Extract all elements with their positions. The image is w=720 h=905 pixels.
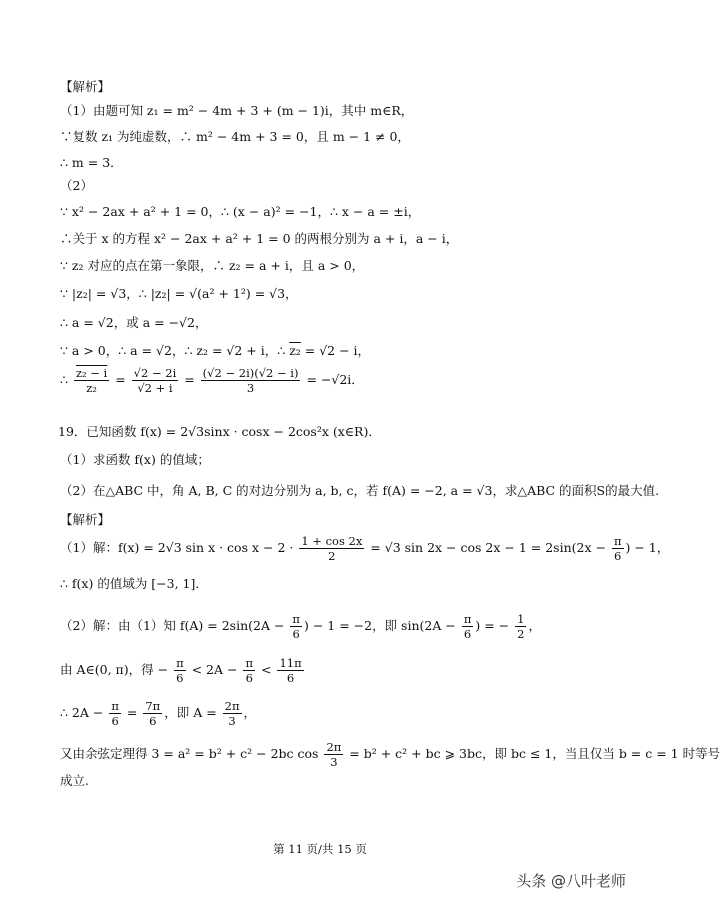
denominator: 6 (292, 627, 300, 641)
fraction (201, 366, 301, 395)
numerator: 11π (279, 656, 302, 670)
numerator: z₂ − i (75, 366, 108, 380)
fraction (515, 612, 526, 641)
denominator: 2 (517, 627, 525, 641)
denominator: 6 (614, 549, 622, 563)
fraction (223, 699, 242, 728)
numerator: π (111, 699, 119, 713)
text-line (60, 699, 256, 728)
denominator: 6 (176, 671, 184, 685)
denominator: 3 (330, 755, 338, 769)
text-segment: ， (243, 705, 257, 720)
text-segment: ∴ (60, 372, 72, 387)
text-segment: ∴ 2A − (60, 705, 104, 720)
text-line: ∵ z₂ 对应的点在第一象限，∴ z₂ = a + i，且 a > 0， (60, 258, 365, 273)
analysis-heading: 【解析】 (60, 512, 111, 527)
fraction (612, 534, 624, 563)
text-line: ∵ |z₂| = √3，∴ |z₂| = √(a² + 1²) = √3， (60, 286, 298, 301)
denominator: 3 (246, 381, 255, 395)
numerator: π (292, 612, 300, 626)
fraction (74, 366, 109, 395)
page-footer: 第 11 页/共 15 页 (273, 842, 367, 856)
text-segment: = √3 sin 2x − cos 2x − 1 = 2sin(2x − (366, 540, 606, 555)
text-segment: = b² + c² + bc ⩾ 3bc，即 bc ≤ 1，当且仅当 b = c = 1 时等号 (345, 746, 720, 761)
fraction (132, 366, 179, 395)
question-19: 19．已知函数 f(x) = 2√3sinx · cosx − 2cos²x (x∈R)． (58, 424, 381, 439)
text-line (60, 342, 370, 360)
text-line: ∴ a = √2，或 a = −√2， (60, 315, 208, 330)
text-segment: ) − 1， (625, 540, 670, 555)
text-line: （1）由题可知 z₁ = m² − 4m + 3 + (m − 1)i，其中 m∈R， (60, 103, 414, 118)
text-line: （2）在△ABC 中，角 A, B, C 的对边分别为 a, b, c，若 f(A) = −2, a = √3，求△ABC 的面积S的最大值. (60, 483, 660, 498)
text-line: ∴ m = 3． (60, 155, 123, 170)
text-line: ∵ x² − 2ax + a² + 1 = 0，∴ (x − a)² = −1，∴ x − a = ±i， (60, 204, 421, 219)
numerator: 1 (517, 612, 525, 626)
text-line: ∵复数 z₁ 为纯虚数，∴ m² − 4m + 3 = 0，且 m − 1 ≠ 0， (60, 129, 410, 144)
text-segment: ， (528, 618, 541, 633)
numerator: π (176, 656, 184, 670)
numerator: √2 − 2i (133, 366, 177, 380)
text-segment: = −√2i． (302, 372, 364, 387)
analysis-heading: 【解析】 (60, 79, 111, 94)
text-segment: ) = − (475, 618, 510, 633)
text-line: ∴关于 x 的方程 x² − 2ax + a² + 1 = 0 的两根分别为 a + i，a − i， (60, 231, 459, 246)
fraction (277, 656, 303, 685)
conjugate-z2: z₂ (289, 343, 301, 358)
denominator: 6 (245, 671, 253, 685)
text-line: （1）求函数 f(x) 的值域； (60, 452, 210, 467)
text-line (60, 656, 306, 685)
denominator: 2 (328, 549, 336, 563)
text-segment: 由 A∈(0, π)，得 − (60, 662, 169, 677)
text-segment: < (257, 662, 272, 677)
fraction (299, 534, 364, 563)
denominator: z₂ (86, 381, 97, 395)
denominator: 6 (463, 627, 472, 641)
text-segment: （2）解：由（1）知 f(A) = 2sin(2A − (60, 618, 285, 633)
text-segment: ∵ a > 0，∴ a = √2，∴ z₂ = √2 + i，∴ (60, 343, 290, 358)
denominator: 6 (111, 714, 119, 728)
fraction (324, 740, 343, 769)
text-segment: ，即 A = (164, 705, 217, 720)
numerator: π (613, 534, 622, 548)
text-segment: = (122, 705, 138, 720)
text-segment: = √2 − i， (300, 343, 371, 358)
watermark: 头条 @八叶老师 (516, 872, 626, 890)
text-segment: （1）解：f(x) = 2√3 sin x · cos x − 2 · (60, 540, 294, 555)
numerator: (√2 − 2i)(√2 − i) (202, 366, 299, 380)
denominator: 6 (286, 671, 295, 685)
text-segment: ) − 1 = −2，即 sin(2A − (303, 618, 456, 633)
numerator: π (245, 656, 254, 670)
text-line: ∴ f(x) 的值域为 [−3, 1]． (60, 576, 208, 591)
text-line (60, 534, 669, 563)
numerator: 2π (224, 699, 240, 713)
text-segment: 又由余弦定理得 3 = a² = b² + c² − 2bc cos (60, 746, 319, 761)
fraction (462, 612, 474, 641)
fraction (143, 699, 162, 728)
text-line: ∴ $\frac{\text{z₂ − i}}{\text{z₂}}$ = $\frac{√2 - 2i}{√2 + i}$ = $\frac{(√2 - 2i)(√2 - i)}{3}$ = −√2i． (60, 366, 364, 395)
text-line: 成立. (60, 773, 89, 788)
text-segment: < 2A − (187, 662, 238, 677)
numerator: π (463, 612, 472, 626)
fraction (109, 699, 121, 728)
denominator: √2 + i (137, 381, 173, 395)
denominator: 3 (228, 714, 236, 728)
denominator: 6 (149, 714, 157, 728)
fraction (290, 612, 302, 641)
numerator: 1 + cos 2x (301, 534, 363, 548)
fraction (243, 656, 255, 685)
fraction (174, 656, 186, 685)
numerator: 2π (326, 740, 342, 754)
text-line (60, 612, 541, 641)
text-line (60, 740, 720, 769)
text-line: （2） (60, 178, 93, 193)
numerator: 7π (145, 699, 161, 713)
